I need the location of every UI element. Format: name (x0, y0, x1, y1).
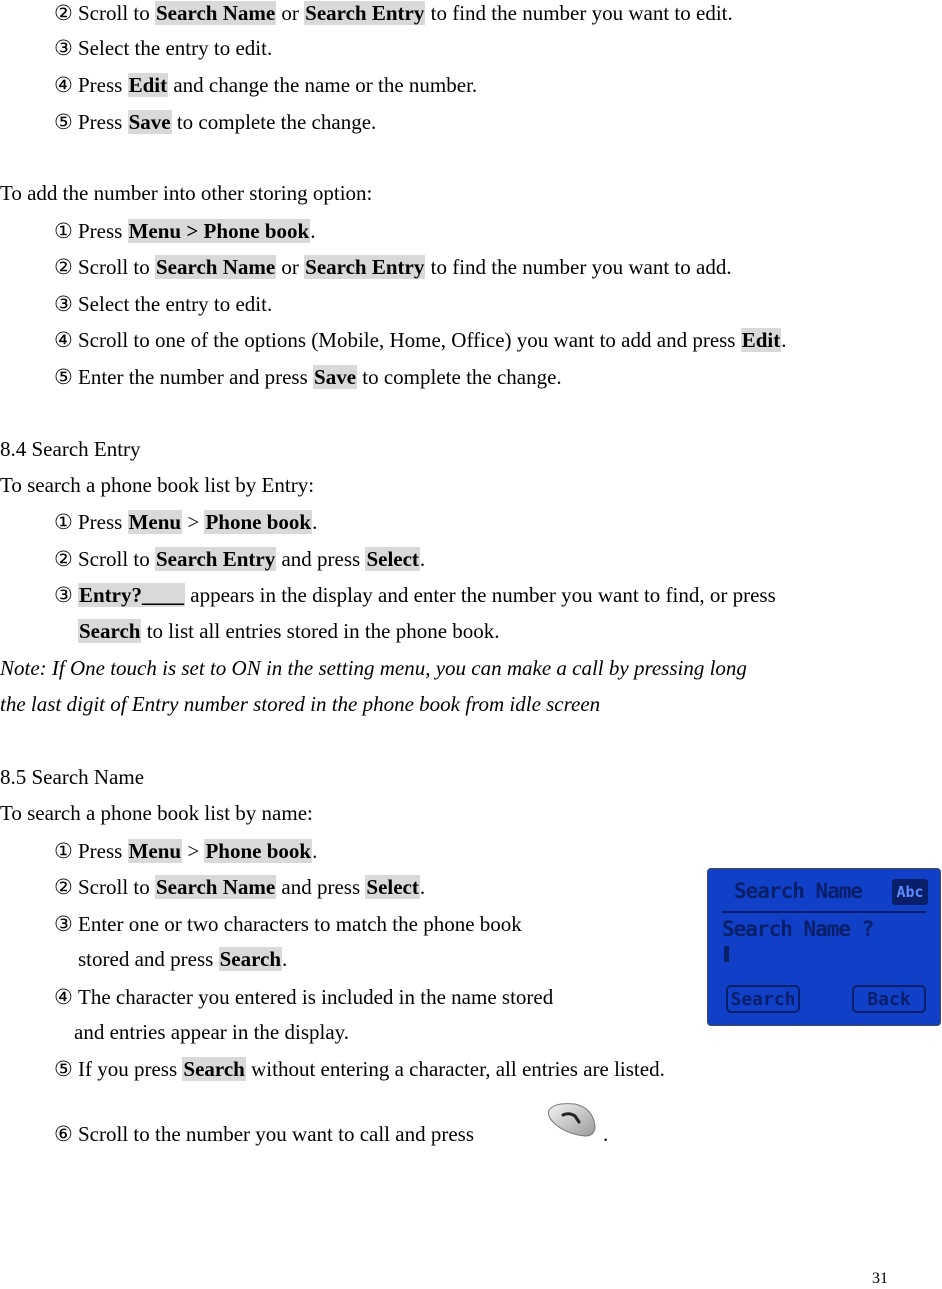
step-number: ⑥ (54, 1122, 73, 1146)
step-number: ① (54, 219, 73, 243)
text-run: stored and press (78, 947, 219, 971)
step-number: ⑤ (54, 365, 73, 389)
paragraph-intro: To add the number into other storing option: (0, 181, 373, 205)
text-run: to find the number you want to add. (425, 255, 732, 279)
step-continuation (74, 1019, 349, 1045)
step-continuation (78, 618, 500, 644)
text-run: . (312, 839, 318, 863)
text-run: Scroll to (78, 547, 155, 571)
bold-term: Menu (128, 510, 182, 534)
bold-term: Select (366, 547, 419, 571)
period-text: . (603, 1122, 609, 1146)
step-number: ② (54, 875, 73, 899)
step-number: ④ (54, 328, 73, 352)
screen-divider (722, 911, 926, 913)
text-run: Select the entry to edit. (78, 292, 273, 316)
step-line (54, 838, 317, 864)
text-run: . (419, 875, 426, 899)
call-key-icon (545, 1100, 599, 1140)
step-line (54, 546, 425, 572)
step-line (54, 35, 272, 61)
note-text: the last digit of Entry number stored in the phone book from idle screen (0, 692, 601, 716)
bold-term: Edit (741, 328, 781, 352)
note-text: Note: If One touch is set to ON in the setting menu, you can make a call by pressing long (0, 656, 747, 680)
step-line (54, 218, 315, 244)
bold-term: Menu > Phone book (128, 219, 310, 243)
text-run: Press (78, 73, 128, 97)
step-number: ② (54, 255, 73, 279)
bold-term: Phone book (205, 839, 312, 863)
step-line (54, 0, 733, 26)
step-number: ② (54, 547, 73, 571)
bold-term: Menu (128, 839, 182, 863)
text-run: to find the number you want to edit. (425, 1, 733, 25)
bold-term: Save (314, 365, 357, 389)
step-line (54, 72, 477, 98)
bold-term: Search (79, 619, 141, 643)
text-run: . (282, 947, 288, 971)
step-line (54, 327, 787, 353)
step-line (54, 1056, 665, 1082)
paragraph-intro: To search a phone book list by Entry: (0, 473, 315, 497)
step-line (54, 582, 776, 608)
phone-screen-image (707, 868, 941, 1026)
bold-term: Entry?____ (79, 583, 184, 607)
step-number: ③ (54, 583, 73, 607)
text-run: Scroll to (78, 255, 155, 279)
bold-term: Select (366, 875, 419, 899)
bold-term: Search (183, 1057, 245, 1081)
screen-title: Search Name (734, 879, 863, 903)
bold-term: Search Name (156, 255, 276, 279)
back-softkey: Back (852, 985, 926, 1013)
page-number: 31 (872, 1270, 888, 1287)
text-run: Scroll to (78, 1, 155, 25)
bold-term: Save (128, 110, 171, 134)
text-run: . (310, 219, 316, 243)
text-run: Press (78, 110, 128, 134)
paragraph-intro: To search a phone book list by name: (0, 801, 313, 825)
text-run: to complete the change. (171, 110, 377, 134)
text-run: If you press (78, 1057, 183, 1081)
text-run: . (781, 328, 787, 352)
bold-term: Search Name (156, 1, 276, 25)
step-line (54, 509, 317, 535)
text-run: and press (276, 875, 366, 899)
text-run: Enter the number and press (78, 365, 314, 389)
step-line (54, 984, 553, 1010)
bold-term: Search Entry (156, 547, 276, 571)
text-run: Scroll to the number you want to call and press (78, 1122, 474, 1146)
step-number: ④ (54, 73, 73, 97)
text-run: to complete the change. (357, 365, 562, 389)
text-run: to list all entries stored in the phone book. (141, 619, 500, 643)
text-run: The character you entered is included in the name stored (78, 985, 554, 1009)
text-cursor (724, 946, 729, 962)
step-continuation (78, 946, 287, 972)
text-run: Press (78, 219, 128, 243)
bold-term: Search Name (156, 875, 276, 899)
search-softkey: Search (726, 985, 800, 1013)
step-line (54, 364, 562, 390)
section-heading: 8.4 Search Entry (0, 437, 141, 461)
text-run: and change the name or the number. (168, 73, 478, 97)
step-number: ⑤ (54, 1057, 73, 1081)
step-number: ③ (54, 36, 73, 60)
step-number: ① (54, 839, 73, 863)
text-run: Scroll to (78, 875, 155, 899)
step-number: ② (54, 1, 73, 25)
text-run: without entering a character, all entries are listed. (245, 1057, 665, 1081)
text-run: or (276, 1, 305, 25)
step-line (54, 291, 272, 317)
text-run: Press (78, 510, 128, 534)
text-run: appears in the display and enter the number you want to find, or press (185, 583, 776, 607)
step-line (54, 911, 522, 937)
step-line (54, 1121, 474, 1147)
step-number: ③ (54, 292, 73, 316)
section-heading: 8.5 Search Name (0, 765, 145, 789)
step-number: ⑤ (54, 110, 73, 134)
text-run: > (182, 839, 205, 863)
bold-term: Phone book (205, 510, 312, 534)
bold-term: Edit (128, 73, 168, 97)
step-line (54, 109, 376, 135)
bold-term: Search Entry (305, 255, 425, 279)
text-run: . (312, 510, 318, 534)
bold-term: Search (219, 947, 282, 971)
text-run: > (182, 510, 205, 534)
step-line (54, 254, 732, 280)
step-number: ③ (54, 912, 73, 936)
text-run: Select the entry to edit. (78, 36, 273, 60)
text-run: Press (78, 839, 128, 863)
text-run: Enter one or two characters to match the phone book (78, 912, 522, 936)
text-run: or (276, 255, 305, 279)
bold-term: Search Entry (305, 1, 425, 25)
text-run: and entries appear in the display. (74, 1020, 350, 1044)
text-run: and press (276, 547, 366, 571)
step-line (54, 874, 425, 900)
input-mode-badge: Abc (892, 879, 928, 905)
text-run: Scroll to one of the options (Mobile, Home, Office) you want to add and press (78, 328, 741, 352)
screen-prompt: Search Name ? (722, 917, 874, 941)
step-number: ① (54, 510, 73, 534)
step-number: ④ (54, 985, 73, 1009)
text-run: . (419, 547, 426, 571)
